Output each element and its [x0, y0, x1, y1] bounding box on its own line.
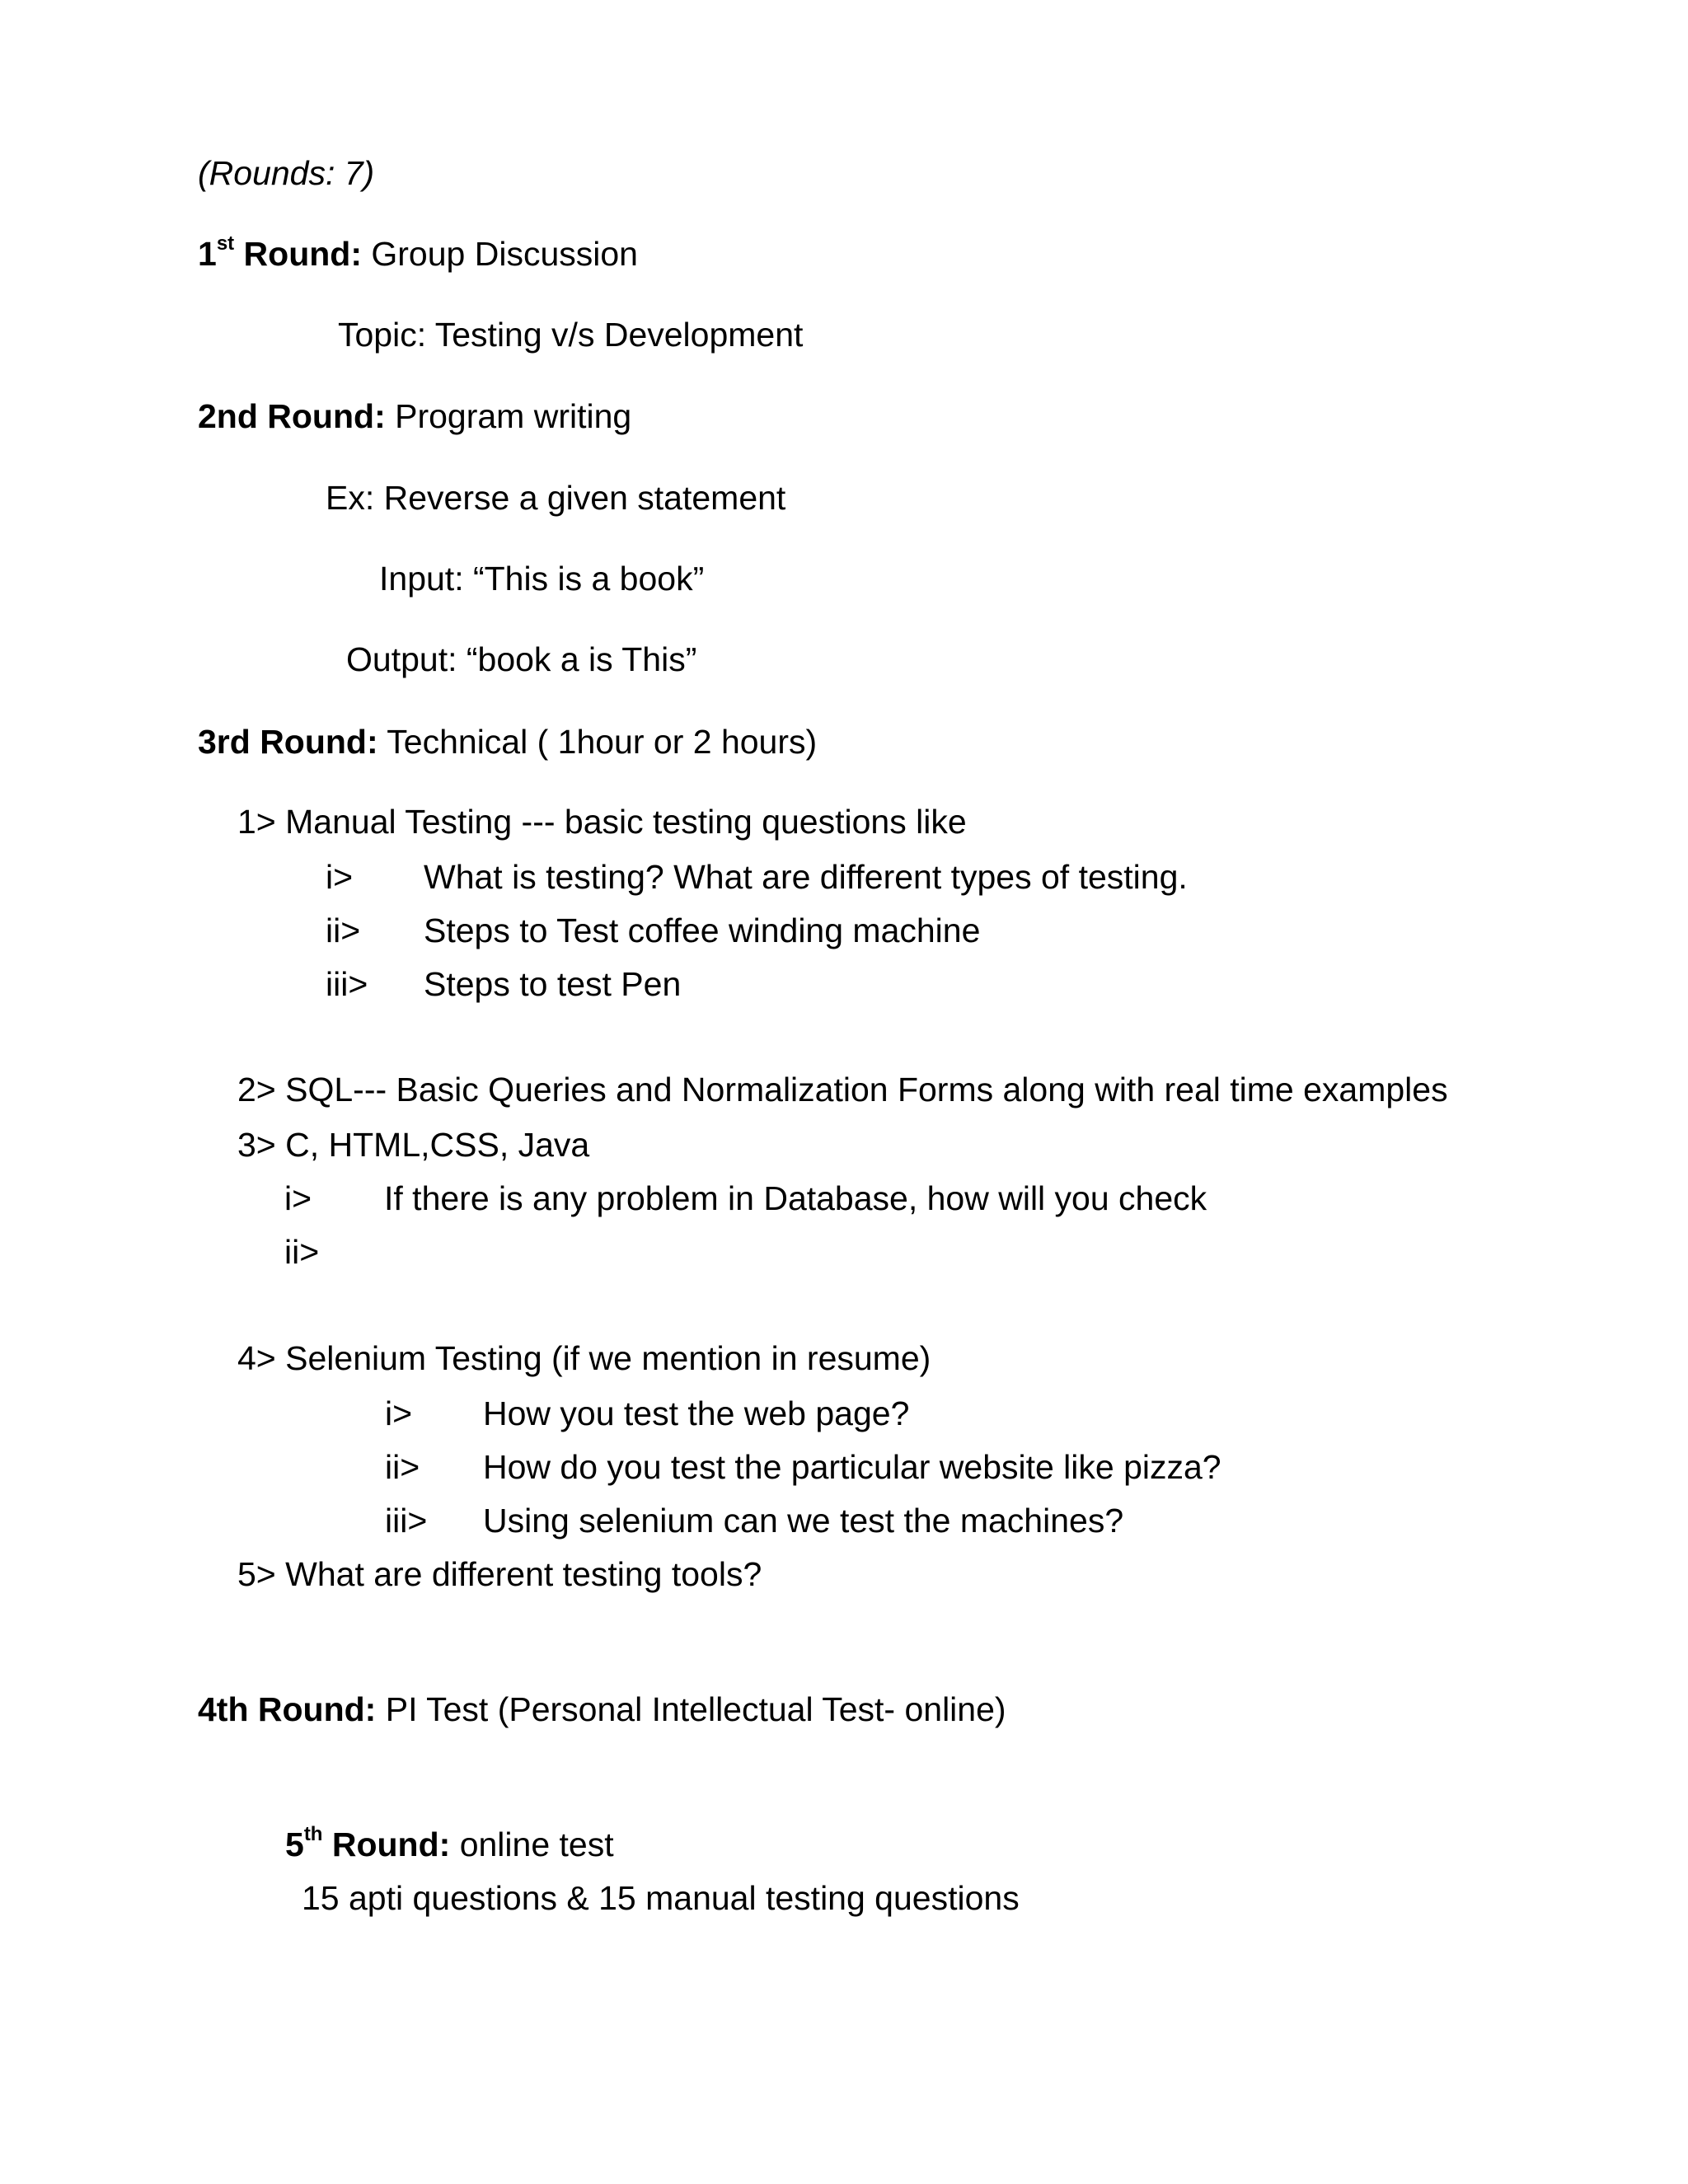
subitem-text: Steps to test Pen: [424, 965, 682, 1003]
subitem-marker: i>: [284, 1179, 312, 1217]
round-5-number: 5: [285, 1825, 304, 1863]
subitem-text: What is testing? What are different types of testing.: [424, 858, 1188, 896]
round-1-topic: Topic: Testing v/s Development: [338, 316, 804, 354]
round-5-superscript: th: [303, 1823, 323, 1845]
subitem-text: How you test the web page?: [483, 1394, 910, 1432]
round-1-value: Group Discussion: [362, 235, 638, 273]
round-3-label: 3rd Round:: [198, 723, 378, 761]
round-2-input: Input: “This is a book”: [379, 560, 705, 598]
round-2-value: Program writing: [385, 397, 632, 435]
round-5-value: online test: [450, 1825, 614, 1863]
subitem-marker: ii>: [326, 912, 361, 949]
round-3-heading: [198, 725, 817, 759]
subitem-text: Using selenium can we test the machines?: [483, 1502, 1124, 1540]
subitem-marker: ii>: [385, 1448, 420, 1486]
round-2-heading: [198, 397, 632, 435]
round-2-output: Output: “book a is This”: [346, 640, 697, 678]
round-3-value: Technical ( 1hour or 2 hours): [377, 723, 818, 761]
round-3-item-1: 1> Manual Testing --- basic testing questions like: [237, 803, 967, 841]
round-5-detail: 15 apti questions & 15 manual testing questions: [302, 1879, 1020, 1917]
round-1-number: 1: [198, 235, 217, 273]
subitem-text: Steps to Test coffee winding machine: [424, 912, 981, 949]
subitem-text: If there is any problem in Database, how will you check: [384, 1179, 1207, 1217]
round-1-superscript: st: [216, 232, 235, 255]
round-5-label: Round:: [322, 1825, 451, 1863]
subitem-marker: i>: [385, 1394, 413, 1432]
round-3-item-5: 5> What are different testing tools?: [237, 1555, 762, 1593]
round-4-label: 4th Round:: [198, 1690, 377, 1728]
subitem-text: How do you test the particular website like pizza?: [483, 1448, 1221, 1486]
subitem-marker: iii>: [385, 1502, 428, 1540]
round-3-item-2: 2> SQL--- Basic Queries and Normalization Forms along with real time examples: [237, 1071, 1448, 1108]
round-5-heading: [285, 1823, 614, 1863]
round-4-value: PI Test (Personal Intellectual Test- online): [376, 1690, 1006, 1728]
round-3-item-4: 4> Selenium Testing (if we mention in resume): [237, 1339, 931, 1377]
round-1-label: Round:: [234, 235, 362, 273]
round-2-example: Ex: Reverse a given statement: [326, 479, 786, 517]
round-1-heading: [198, 232, 638, 273]
round-3-item-3: 3> C, HTML,CSS, Java: [237, 1126, 590, 1164]
subitem-marker: ii>: [284, 1233, 320, 1271]
subitem-marker: iii>: [326, 965, 368, 1003]
subitem-marker: i>: [326, 858, 354, 896]
round-2-label: 2nd Round:: [198, 397, 386, 435]
round-4-heading: [198, 1690, 1006, 1728]
rounds-note: (Rounds: 7): [198, 154, 375, 192]
